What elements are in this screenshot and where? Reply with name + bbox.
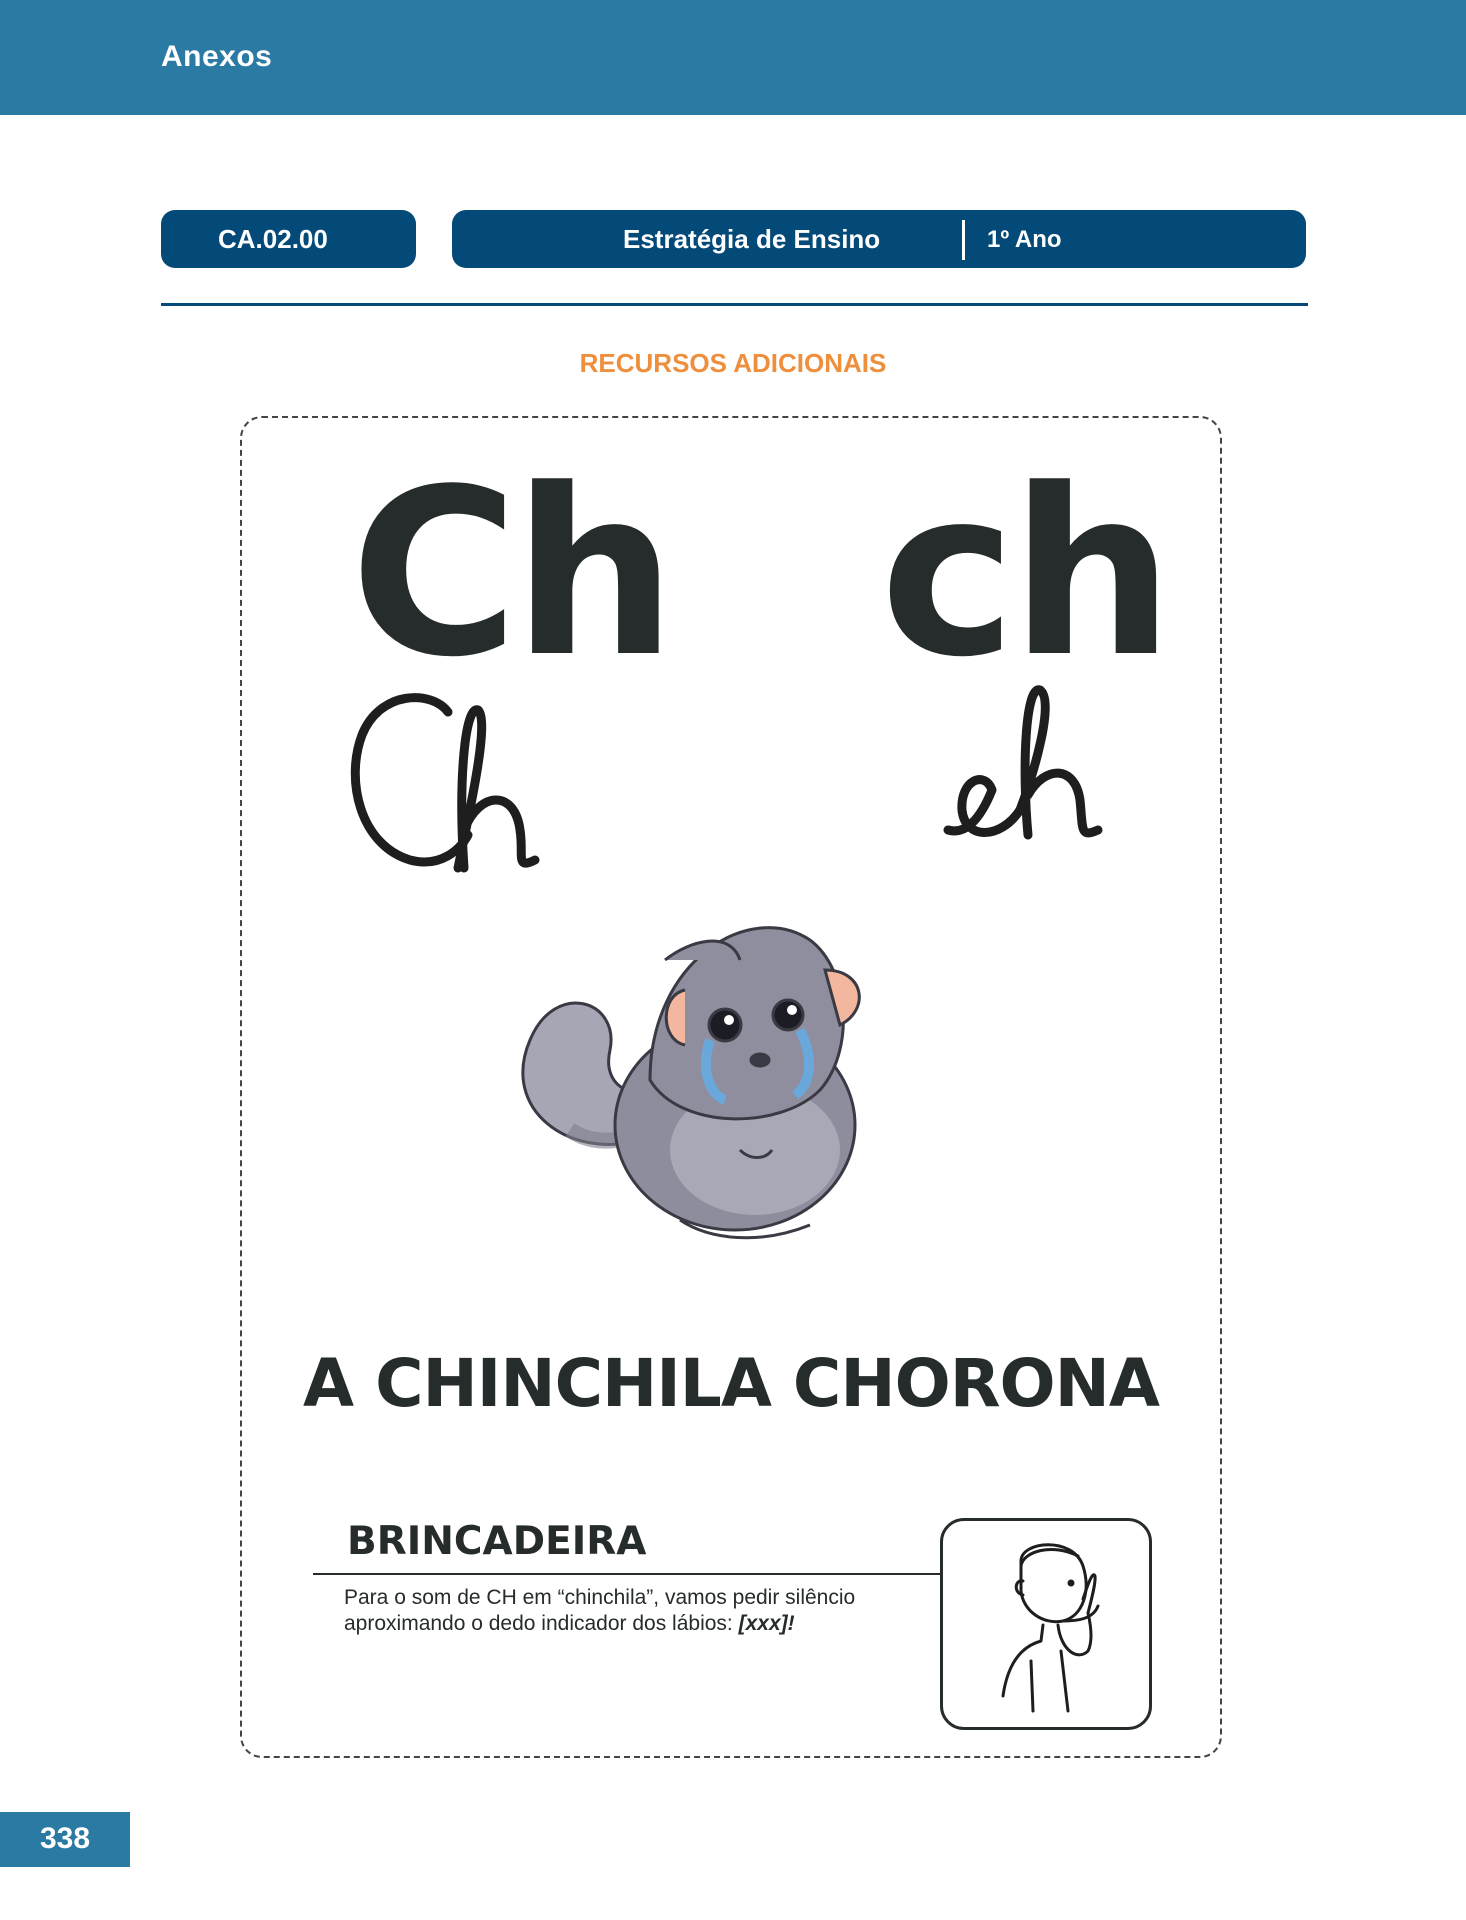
year-label: 1º Ano: [987, 226, 1062, 253]
game-rule: [313, 1573, 941, 1575]
code-badge: [161, 210, 416, 268]
badge-divider: [962, 220, 965, 260]
game-instructions: [344, 1585, 944, 1637]
chinchilla-illustration: [510, 900, 950, 1260]
story-title: A CHINCHILA CHORONA: [303, 1345, 1159, 1422]
print-letter-upper: Ch: [350, 441, 671, 708]
strategy-badge: [452, 210, 1306, 268]
game-title: BRINCADEIRA: [347, 1519, 647, 1564]
header-title: Anexos: [161, 40, 273, 73]
page-number: [0, 1812, 130, 1867]
header-bar: [0, 0, 1466, 115]
silence-gesture-box: [940, 1518, 1152, 1730]
game-text-line-2: aproximando o dedo indicador dos lábios:: [344, 1612, 739, 1635]
header-rule: [161, 303, 1308, 306]
strategy-label: Estratégia de Ensino: [623, 224, 881, 254]
code-label: CA.02.00: [218, 224, 328, 254]
page-number-label: 338: [40, 1822, 91, 1855]
game-text-emph: [xxx]!: [738, 1612, 795, 1635]
silence-gesture-icon: [943, 1521, 1149, 1727]
cursive-letter-lower: [940, 670, 1110, 850]
print-letter-lower: ch: [880, 441, 1169, 708]
section-label: RECURSOS ADICIONAIS: [579, 348, 887, 378]
game-text-line-1: Para o som de CH em “chinchila”, vamos pedir silêncio: [344, 1586, 856, 1609]
cursive-letter-upper: [340, 680, 560, 880]
